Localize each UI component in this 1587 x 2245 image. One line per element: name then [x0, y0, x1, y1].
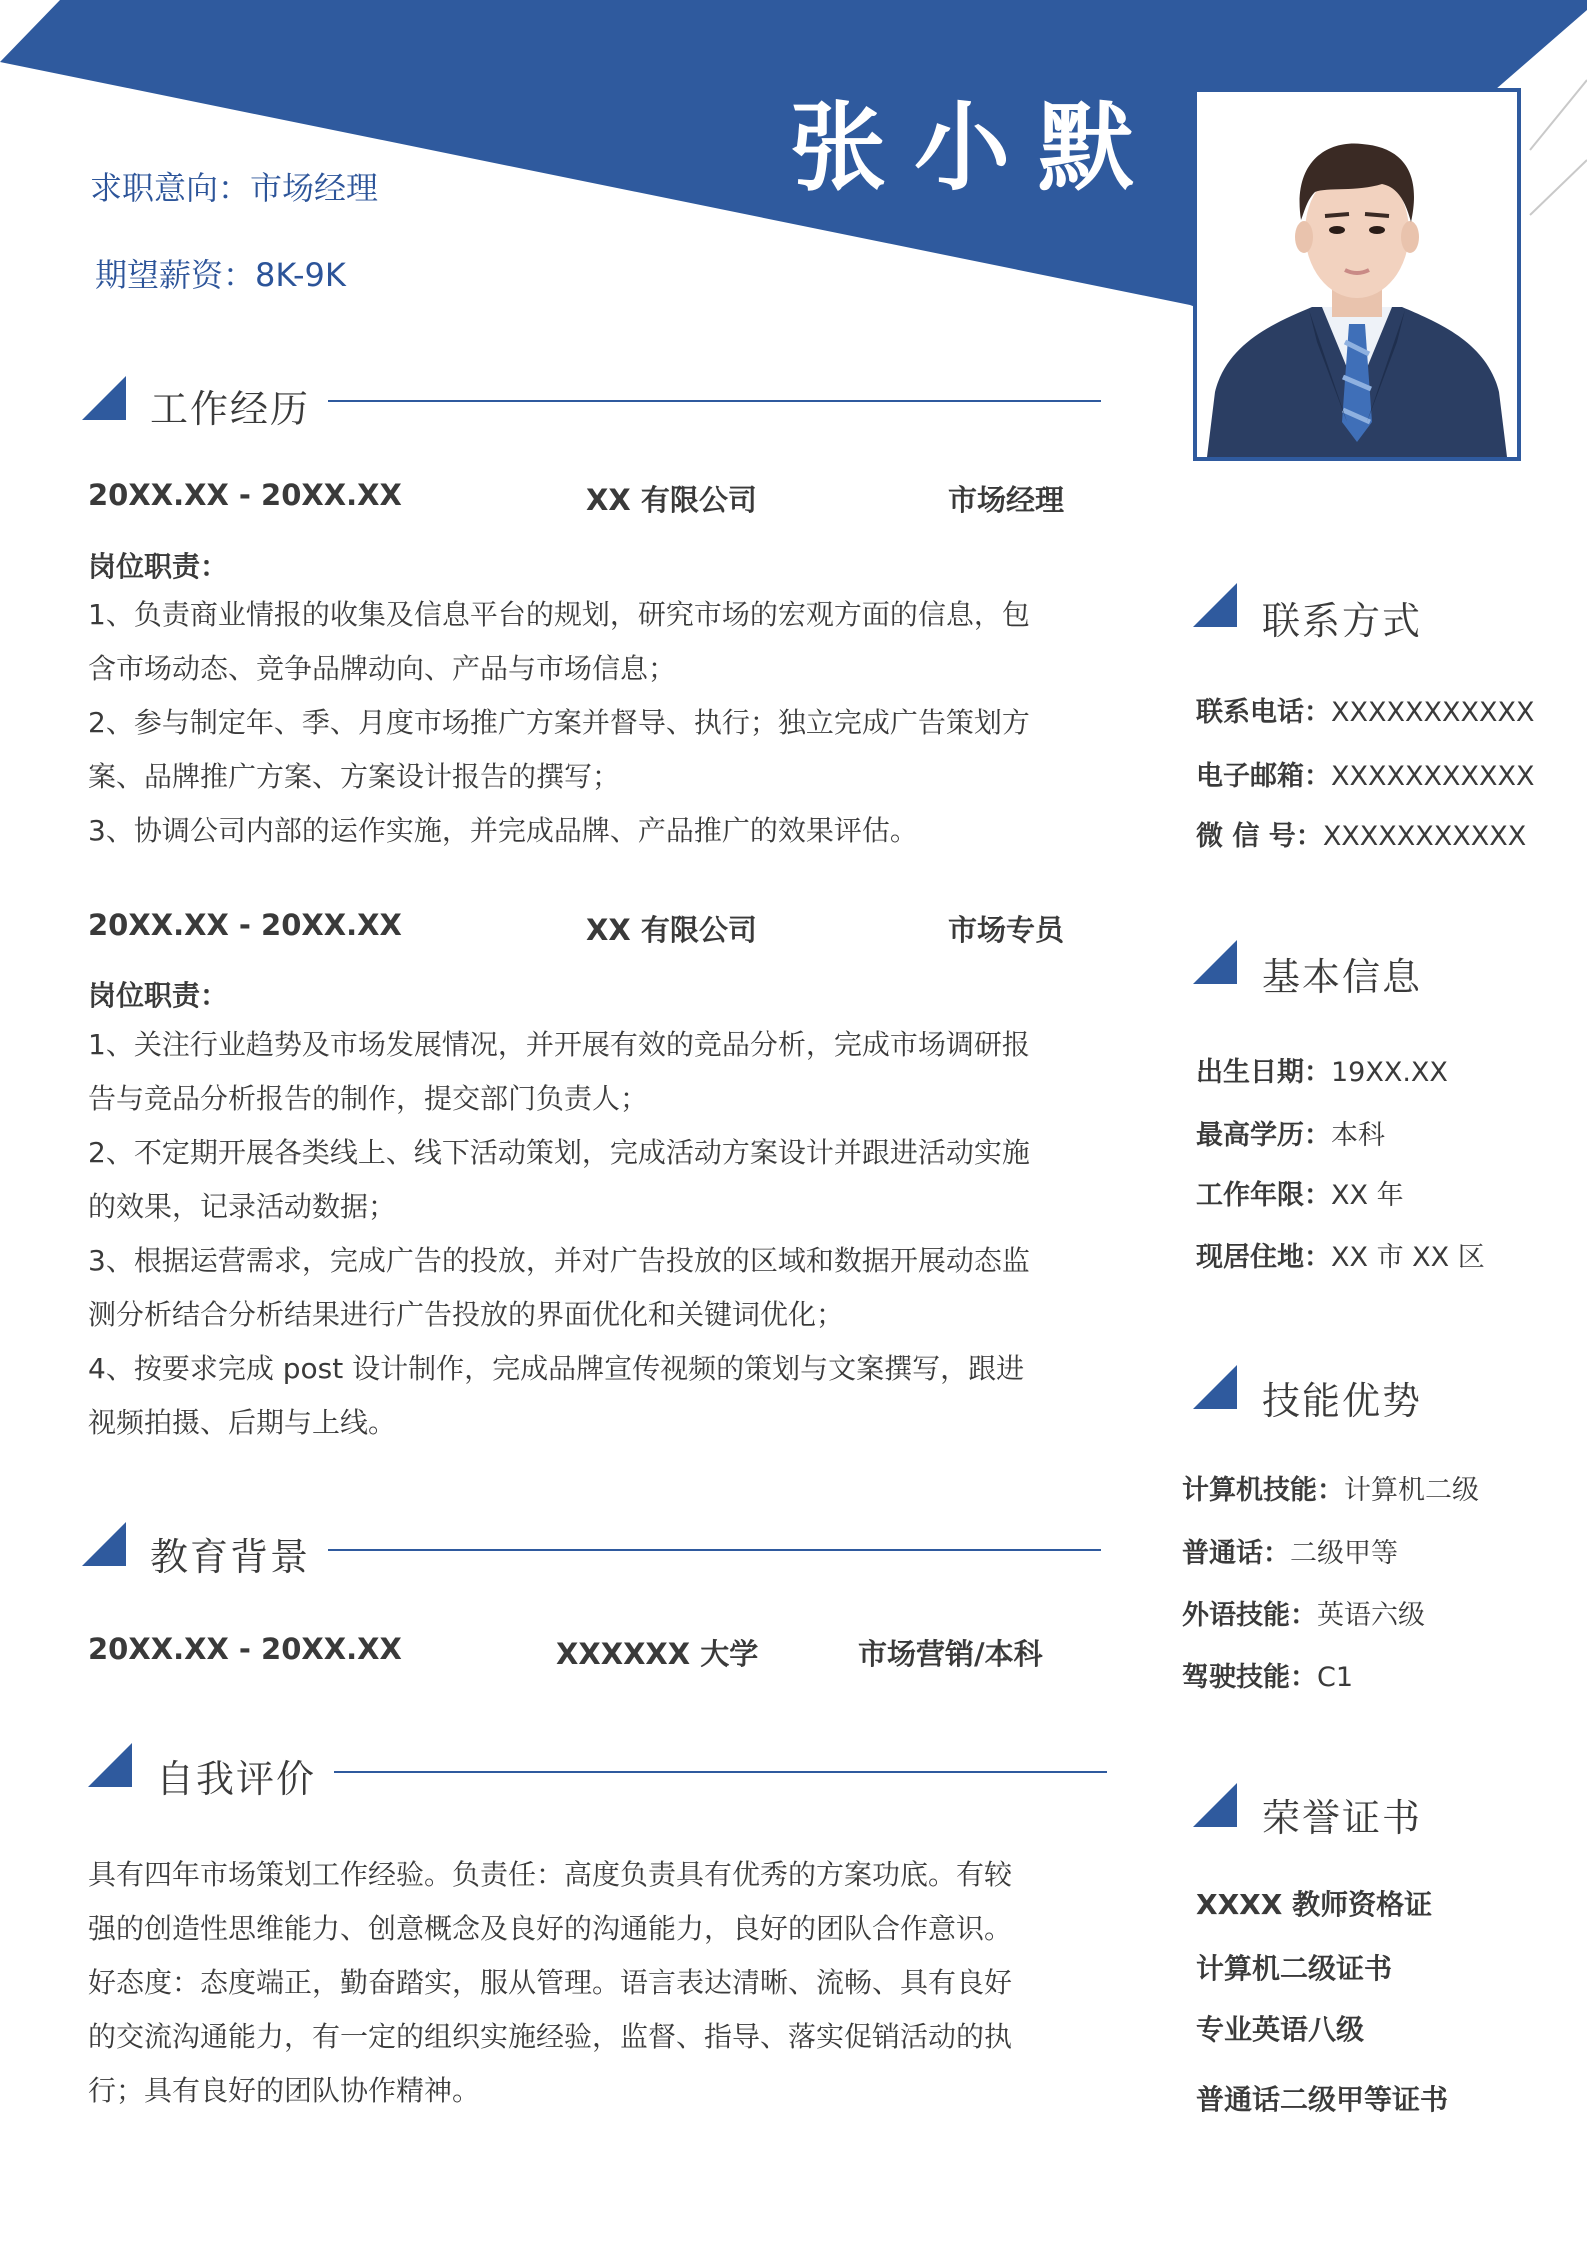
- self-line: 强的创造性思维能力、创意概念及良好的沟通能力，良好的团队合作意识。: [88, 1912, 1013, 1945]
- education-school: XXXXXX 大学: [556, 1637, 759, 1671]
- section-marker-icon: [1193, 940, 1237, 984]
- contact-phone: 联系电话：XXXXXXXXXXX: [1196, 697, 1535, 728]
- duty-line: 2、参与制定年、季、月度市场推广方案并督导、执行；独立完成广告策划方: [88, 706, 1030, 739]
- contact-wechat: 微 信 号：XXXXXXXXXXX: [1196, 821, 1527, 852]
- basic-section-title: 基本信息: [1262, 955, 1423, 999]
- basic-years: 工作年限：XX 年: [1196, 1180, 1404, 1211]
- section-marker-icon: [82, 376, 126, 420]
- duty-line: 含市场动态、竞争品牌动向、产品与市场信息；: [88, 652, 677, 685]
- skill-mandarin: 普通话：二级甲等: [1182, 1538, 1398, 1569]
- profile-photo: [1193, 88, 1521, 461]
- section-marker-icon: [88, 1743, 132, 1787]
- duty-line: 视频拍摄、后期与上线。: [88, 1406, 397, 1439]
- skill-computer: 计算机技能：计算机二级: [1182, 1475, 1479, 1506]
- duty-label: 岗位职责：: [88, 979, 229, 1012]
- section-marker-icon: [82, 1522, 126, 1566]
- section-divider: [328, 1549, 1101, 1551]
- education-section-title: 教育背景: [150, 1535, 311, 1579]
- honor-item: 计算机二级证书: [1196, 1952, 1393, 1985]
- basic-education: 最高学历：本科: [1196, 1120, 1385, 1151]
- duty-line: 3、协调公司内部的运作实施，并完成品牌、产品推广的效果评估。: [88, 814, 918, 847]
- duty-line: 的效果，记录活动数据；: [88, 1190, 397, 1223]
- section-divider: [328, 400, 1101, 402]
- duty-line: 案、品牌推广方案、方案设计报告的撰写；: [88, 760, 621, 793]
- candidate-name: 张小默: [790, 92, 1162, 204]
- self-line: 行；具有良好的团队协作精神。: [88, 2074, 481, 2107]
- duty-line: 2、不定期开展各类线上、线下活动策划，完成活动方案设计并跟进活动实施: [88, 1136, 1030, 1169]
- basic-birth: 出生日期：19XX.XX: [1196, 1057, 1448, 1088]
- self-section-title: 自我评价: [156, 1757, 317, 1801]
- job-period: 20XX.XX - 20XX.XX: [88, 478, 402, 512]
- section-marker-icon: [1193, 1365, 1237, 1409]
- duty-line: 1、关注行业趋势及市场发展情况，并开展有效的竞品分析，完成市场调研报: [88, 1028, 1030, 1061]
- section-divider: [334, 1771, 1107, 1773]
- duty-line: 1、负责商业情报的收集及信息平台的规划，研究市场的宏观方面的信息，包: [88, 598, 1030, 631]
- job-duties: [88, 588, 1088, 858]
- self-evaluation: [88, 1848, 1088, 2118]
- job-role: 市场经理: [948, 483, 1065, 517]
- honor-item: XXXX 教师资格证: [1196, 1888, 1433, 1921]
- self-line: 的交流沟通能力，有一定的组织实施经验，监督、指导、落实促销活动的执: [88, 2020, 1013, 2053]
- duty-line: 测分析结合分析结果进行广告投放的界面优化和关键词优化；: [88, 1298, 845, 1331]
- section-marker-icon: [1193, 1783, 1237, 1827]
- contact-email: 电子邮箱：XXXXXXXXXXX: [1196, 761, 1535, 792]
- work-section-title: 工作经历: [150, 387, 311, 431]
- education-period: 20XX.XX - 20XX.XX: [88, 1632, 402, 1666]
- skill-driving: 驾驶技能：C1: [1182, 1662, 1354, 1693]
- honor-item: 普通话二级甲等证书: [1196, 2083, 1449, 2116]
- honors-section-title: 荣誉证书: [1262, 1796, 1423, 1840]
- duty-line: 4、按要求完成 post 设计制作，完成品牌宣传视频的策划与文案撰写，跟进: [88, 1352, 1025, 1385]
- section-marker-icon: [1193, 583, 1237, 627]
- skills-section-title: 技能优势: [1262, 1379, 1423, 1423]
- self-line: 具有四年市场策划工作经验。负责任：高度负责具有优秀的方案功底。有较: [88, 1858, 1013, 1891]
- job-role: 市场专员: [948, 913, 1065, 947]
- duty-line: 3、根据运营需求，完成广告的投放，并对广告投放的区域和数据开展动态监: [88, 1244, 1030, 1277]
- job-company: XX 有限公司: [586, 913, 757, 947]
- contact-section-title: 联系方式: [1262, 599, 1423, 643]
- job-duties: [88, 1018, 1088, 1450]
- education-major: 市场营销/本科: [858, 1637, 1043, 1671]
- duty-line: 告与竞品分析报告的制作，提交部门负责人；: [88, 1082, 649, 1115]
- job-intent: 求职意向：市场经理: [90, 169, 379, 207]
- self-line: 好态度：态度端正，勤奋踏实，服从管理。语言表达清晰、流畅、具有良好: [88, 1966, 1013, 1999]
- job-period: 20XX.XX - 20XX.XX: [88, 908, 402, 942]
- basic-residence: 现居住地：XX 市 XX 区: [1196, 1242, 1485, 1273]
- expected-salary: 期望薪资：8K-9K: [95, 256, 346, 294]
- job-company: XX 有限公司: [586, 483, 757, 517]
- duty-label: 岗位职责：: [88, 550, 229, 583]
- skill-language: 外语技能：英语六级: [1182, 1600, 1425, 1631]
- honor-item: 专业英语八级: [1196, 2013, 1365, 2046]
